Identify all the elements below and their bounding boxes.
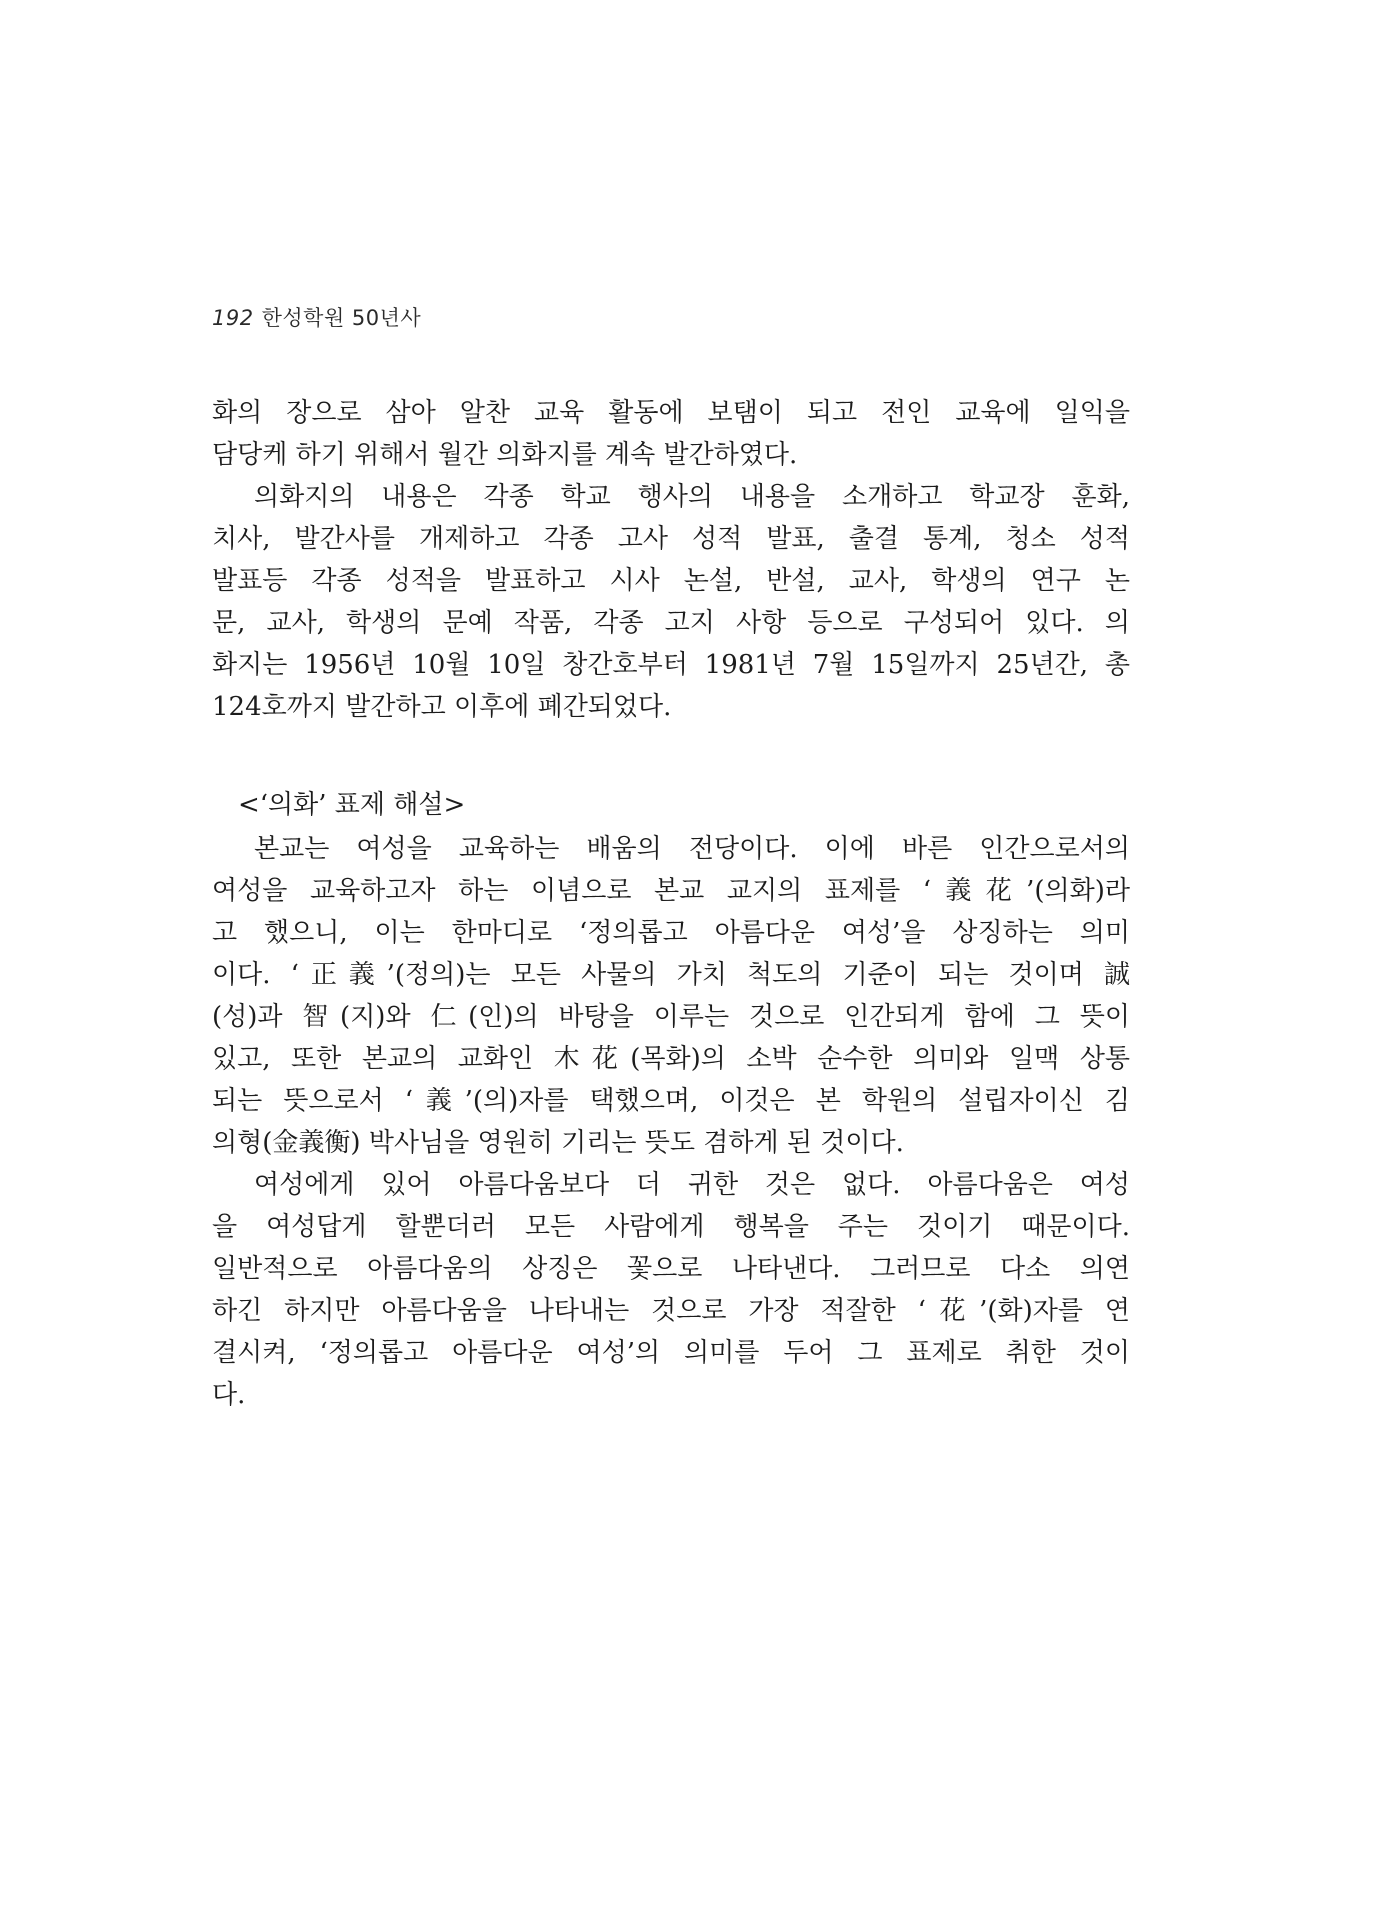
text-line: 124호까지 발간하고 이후에 폐간되었다. [212, 692, 672, 722]
body-text [212, 392, 1130, 1416]
text-line: 되는 뜻으로서 ‘義’(의)자를 택했으며, 이것은 본 학원의 설립자이신 김 [212, 1086, 1130, 1116]
text-line: (성)과 智(지)와 仁(인)의 바탕을 이루는 것으로 인간되게 함에 그 뜻이 [212, 1002, 1130, 1032]
paragraph-3 [212, 828, 1130, 1164]
text-line: 의화지의 내용은 각종 학교 행사의 내용을 소개하고 학교장 훈화, [254, 482, 1130, 512]
paragraph-2 [212, 476, 1130, 728]
text-line: 일반적으로 아름다움의 상징은 꽃으로 나타낸다. 그러므로 다소 의연 [212, 1254, 1130, 1284]
text-line: 결시켜, ‘정의롭고 아름다운 여성’의 의미를 두어 그 표제로 취한 것이 [212, 1338, 1130, 1368]
text-line: 문, 교사, 학생의 문예 작품, 각종 고지 사항 등으로 구성되어 있다. 의 [212, 608, 1130, 638]
text-line: 본교는 여성을 교육하는 배움의 전당이다. 이에 바른 인간으로서의 [254, 834, 1130, 864]
page-number: 192 [212, 306, 254, 330]
text-line: 담당케 하기 위해서 월간 의화지를 계속 발간하였다. [212, 440, 798, 470]
text-line: 고 했으니, 이는 한마디로 ‘정의롭고 아름다운 여성’을 상징하는 의미 [212, 918, 1130, 948]
text-line: 있고, 또한 본교의 교화인 木花(목화)의 소박 순수한 의미와 일맥 상통 [212, 1044, 1130, 1074]
text-line: 여성을 교육하고자 하는 이념으로 본교 교지의 표제를 ‘義花’(의화)라 [212, 876, 1130, 906]
text-line: 이다. ‘正義’(정의)는 모든 사물의 가치 척도의 기준이 되는 것이며 誠 [212, 960, 1130, 990]
paragraph-spacer [212, 728, 1130, 784]
text-line: 화지는 1956년 10월 10일 창간호부터 1981년 7월 15일까지 25년간, 총 [212, 650, 1130, 680]
text-line: 화의 장으로 삼아 알찬 교육 활동에 보탬이 되고 전인 교육에 일익을 [212, 398, 1130, 428]
text-line: 의형(金義衡) 박사님을 영원히 기리는 뜻도 겸하게 된 것이다. [212, 1128, 904, 1158]
text-line: 다. [212, 1380, 246, 1410]
paragraph-1 [212, 392, 1130, 476]
text-line: 하긴 하지만 아름다움을 나타내는 것으로 가장 적잘한 ‘花’(화)자를 연 [212, 1296, 1130, 1326]
text-line: 을 여성답게 할뿐더러 모든 사람에게 행복을 주는 것이기 때문이다. [212, 1212, 1130, 1242]
running-header [212, 302, 421, 332]
section-heading: <‘의화’ 표제 해설> [238, 790, 466, 820]
text-line: 치사, 발간사를 개제하고 각종 고사 성적 발표, 출결 통계, 청소 성적 [212, 524, 1130, 554]
text-line: 여성에게 있어 아름다움보다 더 귀한 것은 없다. 아름다움은 여성 [254, 1170, 1130, 1200]
book-title: 한성학원 50년사 [261, 306, 422, 330]
text-line: 발표등 각종 성적을 발표하고 시사 논설, 반설, 교사, 학생의 연구 논 [212, 566, 1130, 596]
paragraph-4 [212, 1164, 1130, 1416]
